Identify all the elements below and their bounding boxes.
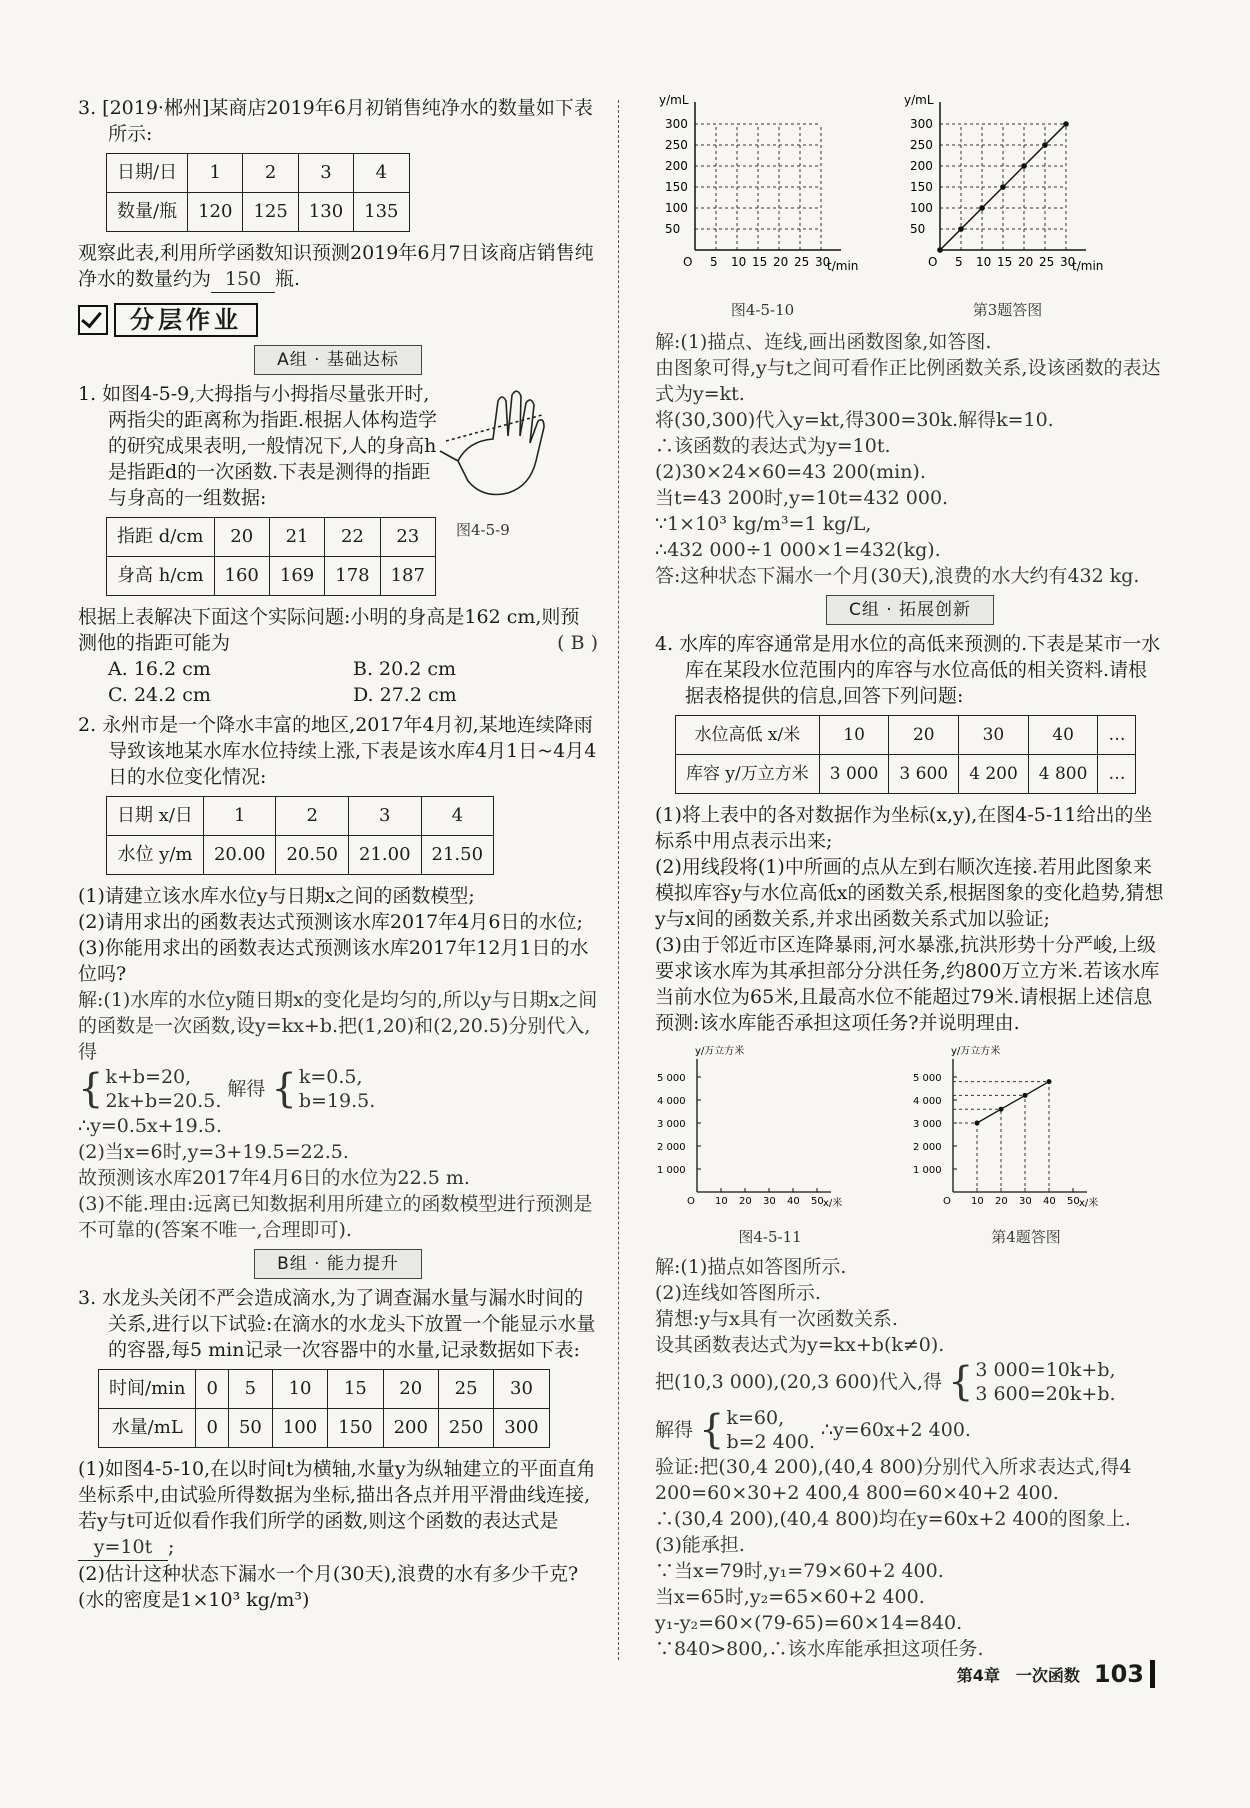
y-tick-label: 300 xyxy=(665,117,688,131)
solution-line: ∴该函数的表达式为y=10t. xyxy=(655,435,891,457)
question-part: (3)由于邻近市区连降暴雨,河水暴涨,抗洪形势十分严峻,上级要求该水库为其承担部分分洪任务,约800万立方米.若该水库当前水位为65米,且最高水位不能超过79米.请根据上述信息预测:该水库能否承担这项任务?并说明理由. xyxy=(655,934,1160,1034)
chapter-label: 第4章 一次函数 xyxy=(956,1665,1080,1685)
data-point xyxy=(979,205,985,211)
group-b-label: B组 · 能力提升 xyxy=(78,1249,598,1279)
solution-line: 设其函数表达式为y=kx+b(k≠0). xyxy=(655,1334,945,1356)
y-tick-label: 150 xyxy=(910,180,933,194)
table-cell: 水位 y/m xyxy=(107,836,204,875)
solution-line: ∴y=0.5x+19.5. xyxy=(78,1115,222,1137)
y-tick-label: 200 xyxy=(665,159,688,173)
solution-line: 由图象可得,y与t之间可看作正比例函数关系,设该函数的表达式为y=kt. xyxy=(655,357,1161,405)
checkbox-icon xyxy=(78,305,108,335)
q3-text: 3. 水龙头关闭不严会造成滴水,为了调查漏水量与漏水时间的关系,进行以下试验:在滴水的水龙头下放置一个能显示水量的容器,每5 min记录一次容器中的水量,记录数据如下表: xyxy=(78,1287,596,1361)
y-tick-label: 150 xyxy=(665,180,688,194)
solution-line: ∵当x=79时,y₁=79×60+2 400. xyxy=(655,1560,944,1582)
solution-line: y₁-y₂=60×(79-65)=60×14=840. xyxy=(655,1612,963,1634)
q4-solution xyxy=(655,1254,1165,1662)
x-tick-label: 10 xyxy=(971,1196,984,1207)
q1-options xyxy=(78,656,598,708)
table-row xyxy=(107,797,494,836)
data-point xyxy=(1021,163,1027,169)
x-tick-label: 30 xyxy=(1019,1196,1032,1207)
table-cell: 身高 h/cm xyxy=(107,557,215,596)
q3-top-text: 3. [2019·郴州]某商店2019年6月初销售纯净水的数量如下表所示: xyxy=(78,97,593,145)
x-axis-label: x/米 xyxy=(1079,1198,1099,1209)
q1-ask: 根据上表解决下面这个实际问题:小明的身高是162 cm,则预测他的指距可能为 ( B ) xyxy=(78,606,598,654)
right-column xyxy=(655,90,1165,1662)
table-cell: 15 xyxy=(328,1370,383,1409)
data-point xyxy=(1047,1079,1052,1084)
q1-text: 1. 如图4-5-9,大拇指与小拇指尽量张开时,两指尖的距离称为指距.根据人体构造学的研究成果表明,一般情况下,人的身高h是指距d的一次函数.下表是测得的指距与身高的一组数据: xyxy=(78,383,438,509)
table-cell: 2 xyxy=(276,797,349,836)
table-cell: 0 xyxy=(196,1409,228,1448)
solution-line: (2)连线如答图所示. xyxy=(655,1282,821,1304)
y-tick-label: 200 xyxy=(910,159,933,173)
y-tick-label: 3 000 xyxy=(913,1119,942,1130)
group-c-label: C组 · 拓展创新 xyxy=(655,595,1165,625)
answer-fig-3-caption: 第3题答图 xyxy=(972,301,1043,319)
table-cell: 库容 y/万立方米 xyxy=(676,755,820,794)
q4-table xyxy=(675,715,1136,794)
table-cell: 178 xyxy=(325,557,380,596)
solution-line: (2)30×24×60=43 200(min). xyxy=(655,461,926,483)
x-tick-label: 10 xyxy=(976,255,992,269)
y-tick-label: 4 000 xyxy=(657,1096,686,1107)
section-header xyxy=(78,303,598,337)
blank-grid-chart xyxy=(655,90,870,290)
data-point xyxy=(937,247,943,253)
table-cell: 日期 x/日 xyxy=(107,797,204,836)
q2-table xyxy=(106,796,494,875)
data-point xyxy=(1042,142,1048,148)
section-title: 分层作业 xyxy=(114,303,258,337)
table-cell: 4 xyxy=(354,154,409,193)
answer-fig-4 xyxy=(911,1042,1141,1250)
question-part: (3)你能用求出的函数表达式预测该水库2017年12月1日的水位吗? xyxy=(78,937,589,985)
table-row xyxy=(107,836,494,875)
option-item: B. 20.2 cm xyxy=(353,658,457,680)
fig-4-5-10-row xyxy=(655,90,1165,323)
table-cell: 4 xyxy=(421,797,494,836)
y-tick-label: 50 xyxy=(665,222,681,236)
data-point xyxy=(1000,184,1006,190)
x-tick-label: 50 xyxy=(811,1196,824,1207)
table-cell: 30 xyxy=(959,716,1029,755)
fig-4-5-10-caption: 图4-5-10 xyxy=(730,301,795,319)
y-tick-label: 250 xyxy=(665,138,688,152)
table-cell: 22 xyxy=(325,518,380,557)
q2-solution: 解:(1)水库的水位y随日期x的变化是均匀的,所以y与日期x之间的函数是一次函数,设y=kx+b.把(1,20)和(2,20.5)分别代入,得 { k+b=20, 2k+b=20.5. 解得 { k=0.5, b=19.5. ∴y=0.5x+19.5. (2)当x=6时,y=3+19.5=22.5. 故预测该水库2017年4月6日的水位为22.5 m. (3)不能.理由:远离已知数据利用所建立的函数模型进行预测是不可靠的(答案不唯一,合理即可). xyxy=(78,989,598,1241)
table-row xyxy=(99,1409,550,1448)
table-row xyxy=(676,755,1136,794)
table-cell: 50 xyxy=(228,1409,272,1448)
table-cell: … xyxy=(1098,716,1136,755)
data-point xyxy=(975,1121,980,1126)
y-tick-label: 100 xyxy=(910,201,933,215)
solution-line: 将(30,300)代入y=kt,得300=30k.解得k=10. xyxy=(655,409,1054,431)
x-tick-label: 20 xyxy=(773,255,789,269)
solution-line: 验证:把(30,4 200),(40,4 800)分别代入所求表达式,得4 200=60×30+2 400,4 800=60×40+2 400. xyxy=(655,1456,1132,1504)
q3-part2: (2)估计这种状态下漏水一个月(30天),浪费的水有多少千克?(水的密度是1×10³ kg/m³) xyxy=(78,1563,579,1611)
table-cell: 21.00 xyxy=(349,836,422,875)
fig-4-5-11-caption: 图4-5-11 xyxy=(738,1228,802,1246)
table-cell: 160 xyxy=(214,557,269,596)
table-row xyxy=(107,154,410,193)
table-cell: 20 xyxy=(889,716,959,755)
x-tick-label: 10 xyxy=(715,1196,728,1207)
page-number: 103 xyxy=(1093,1660,1144,1688)
table-row xyxy=(107,193,410,232)
y-tick-label: 5 000 xyxy=(913,1073,942,1084)
data-point xyxy=(958,226,964,232)
table-row xyxy=(107,557,436,596)
origin-label: O xyxy=(687,1196,695,1207)
fig-4-5-11 xyxy=(655,1042,885,1250)
x-tick-label: 20 xyxy=(995,1196,1008,1207)
x-tick-label: 40 xyxy=(787,1196,800,1207)
y-tick-label: 1 000 xyxy=(657,1165,686,1176)
q1-answer: ( B ) xyxy=(557,632,598,654)
reservoir-answer-chart xyxy=(911,1042,1141,1217)
table-cell: 10 xyxy=(272,1370,327,1409)
data-point xyxy=(1063,121,1069,127)
table-cell: 250 xyxy=(438,1409,493,1448)
table-cell: 40 xyxy=(1028,716,1098,755)
y-tick-label: 50 xyxy=(910,222,926,236)
answer-blank: 150 xyxy=(211,266,275,293)
origin-label: O xyxy=(683,255,693,269)
x-tick-label: 20 xyxy=(739,1196,752,1207)
table-cell: 20.50 xyxy=(276,836,349,875)
solution-line: ∵840>800,∴该水库能承担这项任务. xyxy=(655,1638,984,1660)
table-cell: 1 xyxy=(203,797,276,836)
x-tick-label: 50 xyxy=(1067,1196,1080,1207)
table-cell: 150 xyxy=(328,1409,383,1448)
solution-line: 答:这种状态下漏水一个月(30天),浪费的水大约有432 kg. xyxy=(655,565,1140,587)
table-cell: 3 xyxy=(349,797,422,836)
y-tick-label: 5 000 xyxy=(657,1073,686,1084)
table-cell: 时间/min xyxy=(99,1370,196,1409)
y-axis-label: y/万立方米 xyxy=(951,1046,1001,1057)
table-cell: 200 xyxy=(383,1409,438,1448)
x-tick-label: 5 xyxy=(710,255,718,269)
table-cell: 130 xyxy=(298,193,353,232)
table-cell: 3 600 xyxy=(889,755,959,794)
y-tick-label: 250 xyxy=(910,138,933,152)
table-cell: 数量/瓶 xyxy=(107,193,188,232)
x-axis-label: x/米 xyxy=(823,1198,843,1209)
x-tick-label: 30 xyxy=(1060,255,1076,269)
solution-line: 解:(1)描点、连线,画出函数图象,如答图. xyxy=(655,331,992,353)
q3-part1: (1)如图4-5-10,在以时间t为横轴,水量y为纵轴建立的平面直角坐标系中,由试验所得数据为坐标,描出各点并用平滑曲线连接,若y与t可近似看作我们所学的函数,则这个函数的表达式是y=10t ; xyxy=(78,1456,598,1561)
solution-line: 故预测该水库2017年4月6日的水位为22.5 m. xyxy=(78,1167,470,1189)
reservoir-blank-chart xyxy=(655,1042,885,1217)
y-tick-label: 2 000 xyxy=(913,1142,942,1153)
q4-system-2: 解得 { k=60, b=2 400. ∴y=60x+2 400. xyxy=(655,1407,971,1453)
x-tick-label: 30 xyxy=(815,255,831,269)
y-tick-label: 1 000 xyxy=(913,1165,942,1176)
table-row xyxy=(107,518,436,557)
q4-text: 4. 水库的库容通常是用水位的高低来预测的.下表是某市一水库在某段水位范围内的库容与水位高低的相关资料.请根据表格提供的信息,回答下列问题: xyxy=(655,633,1161,707)
question-part: (1)请建立该水库水位y与日期x之间的函数模型; xyxy=(78,885,475,907)
table-cell: 3 000 xyxy=(819,755,889,794)
solution-line: 解:(1)描点如答图所示. xyxy=(655,1256,847,1278)
solution-line: (2)当x=6时,y=3+19.5=22.5. xyxy=(78,1141,349,1163)
line-grid-chart xyxy=(900,90,1115,290)
fig-4-5-10 xyxy=(655,90,870,323)
table-cell: 日期/日 xyxy=(107,154,188,193)
q3-table xyxy=(98,1369,550,1448)
table-cell: 25 xyxy=(438,1370,493,1409)
solution-line: ∵1×10³ kg/m³=1 kg/L, xyxy=(655,513,872,535)
table-cell: 指距 d/cm xyxy=(107,518,215,557)
table-cell: 4 800 xyxy=(1028,755,1098,794)
solution-line: ∴432 000÷1 000×1=432(kg). xyxy=(655,539,941,561)
solution-line: (3)能承担. xyxy=(655,1534,745,1556)
option-item: A. 16.2 cm xyxy=(108,658,211,680)
table-cell: 20 xyxy=(214,518,269,557)
solution-line: 当x=65时,y₂=65×60+2 400. xyxy=(655,1586,925,1608)
solution-line: 当t=43 200时,y=10t=432 000. xyxy=(655,487,949,509)
answer-fig-4-caption: 第4题答图 xyxy=(991,1228,1061,1246)
option-item: D. 27.2 cm xyxy=(353,684,457,706)
table-cell: 30 xyxy=(494,1370,549,1409)
page-bar xyxy=(1150,1660,1155,1688)
y-axis-label: y/万立方米 xyxy=(695,1046,745,1057)
question-part: (2)请用求出的函数表达式预测该水库2017年4月6日的水位; xyxy=(78,911,583,933)
hand-illustration xyxy=(438,381,568,511)
table-cell: 0 xyxy=(196,1370,228,1409)
q2-parts xyxy=(78,883,598,987)
q3-top-after: 观察此表,利用所学函数知识预测2019年6月7日该商店销售纯净水的数量约为 150 瓶. xyxy=(78,240,598,293)
q4-parts xyxy=(655,802,1165,1036)
x-tick-label: 15 xyxy=(752,255,768,269)
table-cell: 2 xyxy=(243,154,298,193)
question-part: (1)将上表中的各对数据作为坐标(x,y),在图4-5-11给出的坐标系中用点表示出来; xyxy=(655,804,1153,852)
series-line xyxy=(977,1082,1049,1123)
table-cell: 135 xyxy=(354,193,409,232)
table-cell: 125 xyxy=(243,193,298,232)
y-tick-label: 3 000 xyxy=(657,1119,686,1130)
x-axis-label: t/min xyxy=(827,259,859,273)
x-tick-label: 20 xyxy=(1018,255,1034,269)
solution-line: ∴(30,4 200),(40,4 800)均在y=60x+2 400的图象上. xyxy=(655,1508,1131,1530)
q4-system-1: 把(10,3 000),(20,3 600)代入,得 { 3 000=10k+b, 3 600=20k+b. xyxy=(655,1359,1116,1405)
table-cell: 23 xyxy=(380,518,435,557)
origin-label: O xyxy=(943,1196,951,1207)
table-cell: 120 xyxy=(188,193,243,232)
table-cell: 5 xyxy=(228,1370,272,1409)
table-cell: 4 200 xyxy=(959,755,1029,794)
data-point xyxy=(999,1107,1004,1112)
q3-top-table xyxy=(106,153,410,232)
data-point xyxy=(1023,1093,1028,1098)
origin-label: O xyxy=(928,255,938,269)
x-tick-label: 25 xyxy=(794,255,810,269)
x-tick-label: 10 xyxy=(731,255,747,269)
table-cell: 300 xyxy=(494,1409,549,1448)
x-axis-label: t/min xyxy=(1072,259,1104,273)
solution-line: 猜想:y与x具有一次函数关系. xyxy=(655,1308,898,1330)
y-tick-label: 4 000 xyxy=(913,1096,942,1107)
table-row xyxy=(676,716,1136,755)
left-column xyxy=(78,95,598,1613)
q2-text: 2. 永州市是一个降水丰富的地区,2017年4月初,某地连续降雨导致该地某水库水位持续上涨,下表是该水库4月1日~4月4日的水位变化情况: xyxy=(78,714,597,788)
y-axis-label: y/mL xyxy=(904,93,934,107)
q2-system: { k+b=20, 2k+b=20.5. 解得 { k=0.5, b=19.5. xyxy=(78,1066,376,1112)
table-cell: 水量/mL xyxy=(99,1409,196,1448)
y-tick-label: 300 xyxy=(910,117,933,131)
y-tick-label: 2 000 xyxy=(657,1142,686,1153)
table-cell: 100 xyxy=(272,1409,327,1448)
table-cell: 3 xyxy=(298,154,353,193)
table-row xyxy=(99,1370,550,1409)
x-tick-label: 25 xyxy=(1039,255,1055,269)
group-a-label: A组 · 基础达标 xyxy=(78,345,598,375)
x-tick-label: 15 xyxy=(997,255,1013,269)
fig-4-5-11-row xyxy=(655,1042,1165,1250)
x-tick-label: 30 xyxy=(763,1196,776,1207)
table-cell: 187 xyxy=(380,557,435,596)
column-divider xyxy=(618,100,619,1660)
q3-answer-blank: y=10t xyxy=(78,1534,168,1561)
table-cell: 1 xyxy=(188,154,243,193)
table-cell: 10 xyxy=(819,716,889,755)
table-cell: 21.50 xyxy=(421,836,494,875)
table-cell: 20 xyxy=(383,1370,438,1409)
table-cell: 水位高低 x/米 xyxy=(676,716,820,755)
x-tick-label: 40 xyxy=(1043,1196,1056,1207)
y-tick-label: 100 xyxy=(665,201,688,215)
x-tick-label: 5 xyxy=(955,255,963,269)
q1-table xyxy=(106,517,436,596)
table-cell: 21 xyxy=(269,518,324,557)
table-cell: 20.00 xyxy=(203,836,276,875)
solution-line: (3)不能.理由:远离已知数据利用所建立的函数模型进行预测是不可靠的(答案不唯一,合理即可). xyxy=(78,1193,593,1241)
q3-solution xyxy=(655,329,1165,589)
option-item: C. 24.2 cm xyxy=(108,684,211,706)
table-cell: … xyxy=(1098,755,1136,794)
table-cell: 169 xyxy=(269,557,324,596)
page-footer xyxy=(957,1660,1155,1688)
answer-fig-3 xyxy=(900,90,1115,323)
question-part: (2)用线段将(1)中所画的点从左到右顺次连接.若用此图象来模拟库容y与水位高低x的函数关系,根据图象的变化趋势,猜想y与x间的函数关系,并求出函数关系式加以验证; xyxy=(655,856,1164,930)
y-axis-label: y/mL xyxy=(659,93,689,107)
fig-4-5-9-caption: 图4-5-9 xyxy=(456,521,510,539)
